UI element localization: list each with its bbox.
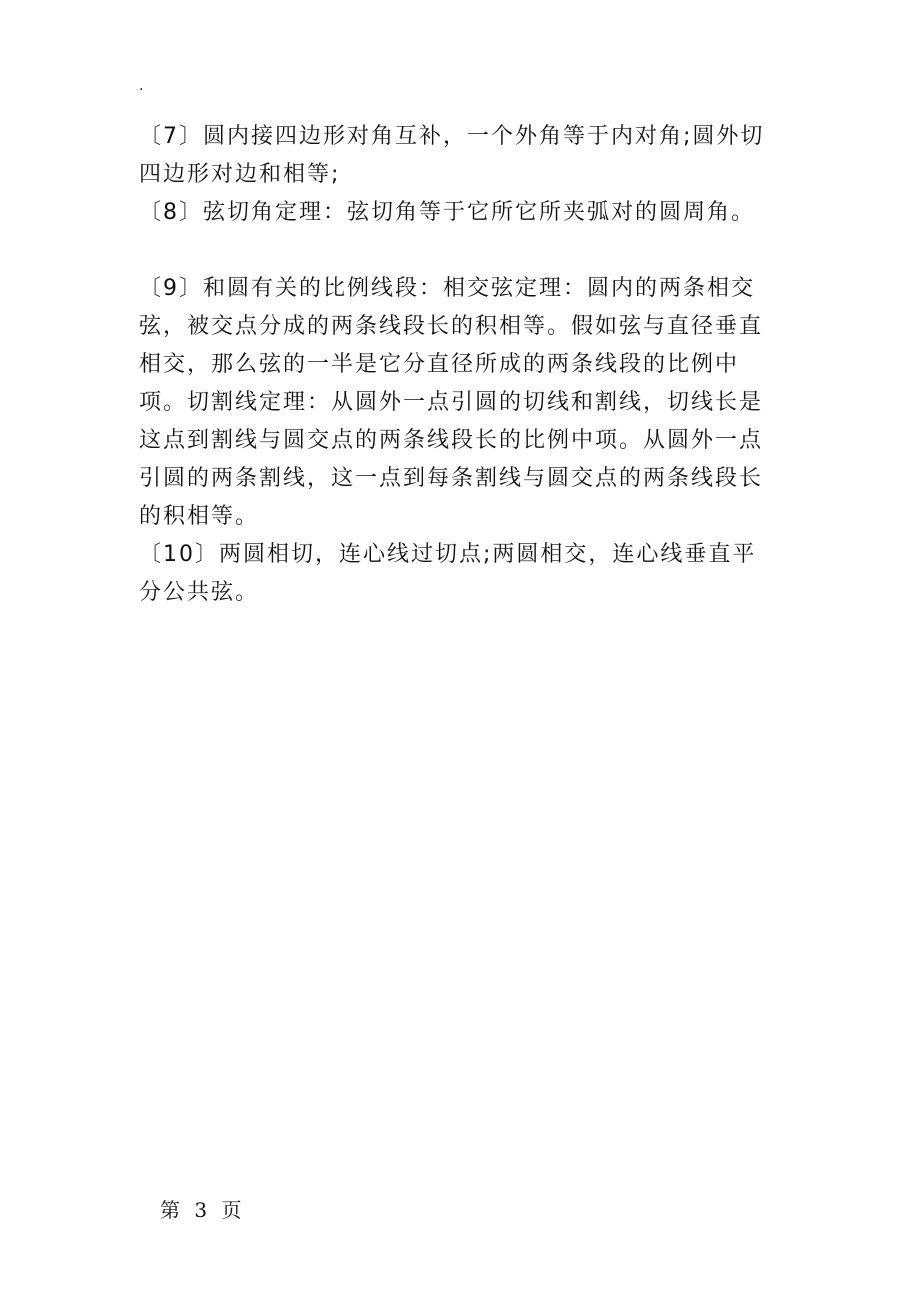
- paragraph-item-10: 〔10〕两圆相切，连心线过切点;两圆相交，连心线垂直平分公共弦。: [139, 542, 757, 605]
- header-dot: .: [139, 78, 144, 94]
- paragraph-item-8: 〔8〕弦切角定理：弦切角等于它所它所夹弧对的圆周角。: [139, 200, 755, 225]
- paragraph-item-7: 〔7〕圆内接四边形对角互补，一个外角等于内对角;圆外切四边形对边和相等;: [139, 124, 765, 187]
- paragraph-item-9: 〔9〕和圆有关的比例线段：相交弦定理：圆内的两条相交弦，被交点分成的两条线段长的积相等。假如弦与直径垂直相交，那么弦的一半是它分直径所成的两条线段的比例中项。切割线定理：从圆外一点引圆的切线和割线，切线长是这点到割线与圆交点的两条线段长的比例中项。从圆外一点引圆的两条割线，这一点到每条割线与圆交点的两条线段长的积相等。: [139, 276, 764, 529]
- page-number: 第 3 页: [160, 1198, 246, 1222]
- document-body: [139, 118, 779, 612]
